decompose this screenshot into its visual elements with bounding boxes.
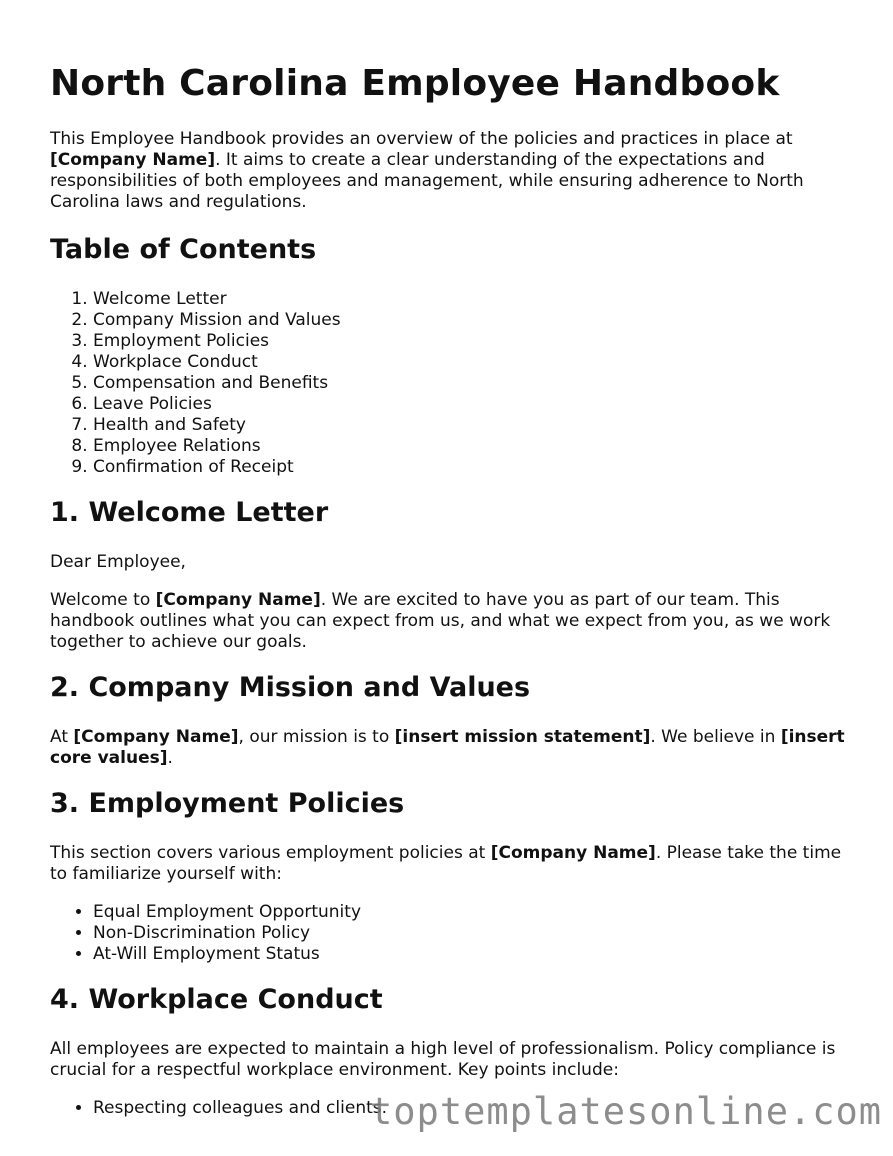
toc-list bbox=[50, 289, 850, 478]
page-title: North Carolina Employee Handbook bbox=[50, 63, 780, 104]
conduct-item-respect: • Respecting colleagues and clients. bbox=[93, 1098, 850, 1119]
intro-paragraph: This Employee Handbook provides an overview of the policies and practices in place at [Company Name]. It aims to create a clear understanding of the expectations and responsibilities of both employees and management, while ensuring adherence to North Carolina laws and regulations. bbox=[50, 129, 804, 212]
toc-item-mission-values: 2. Company Mission and Values bbox=[93, 310, 850, 331]
company-placeholder: [Company Name] bbox=[155, 590, 321, 610]
toc-item-confirmation-receipt: 9. Confirmation of Receipt bbox=[93, 457, 850, 478]
company-placeholder: [Company Name] bbox=[490, 843, 656, 863]
policy-item-non-discrimination: • Non-Discrimination Policy bbox=[93, 923, 850, 944]
toc-item-workplace-conduct: 4. Workplace Conduct bbox=[93, 352, 850, 373]
employment-policy-list bbox=[50, 902, 850, 965]
welcome-heading: 1. Welcome Letter bbox=[50, 497, 329, 528]
watermark-text: toptemplatesonline.com bbox=[370, 1090, 883, 1133]
policy-item-eeo: • Equal Employment Opportunity bbox=[93, 902, 850, 923]
toc-heading: Table of Contents bbox=[50, 234, 317, 265]
mission-heading: 2. Company Mission and Values bbox=[50, 672, 531, 703]
toc-item-leave-policies: 6. Leave Policies bbox=[93, 394, 850, 415]
conduct-paragraph: All employees are expected to maintain a high level of professionalism. Policy compliance is crucial for a respectful workplace environment. Key points include: bbox=[50, 1039, 836, 1080]
conduct-heading: 4. Workplace Conduct bbox=[50, 984, 383, 1015]
toc-item-welcome-letter: 1. Welcome Letter bbox=[93, 289, 850, 310]
toc-item-employment-policies: 3. Employment Policies bbox=[93, 331, 850, 352]
toc-item-health-safety: 7. Health and Safety bbox=[93, 415, 850, 436]
employment-heading: 3. Employment Policies bbox=[50, 788, 405, 819]
welcome-paragraph: Welcome to [Company Name]. We are excited to have you as part of our team. This handbook outlines what you can expect from us, and what we expect from you, as we work together to achieve our goals. bbox=[50, 590, 831, 652]
toc-item-compensation-benefits: 5. Compensation and Benefits bbox=[93, 373, 850, 394]
toc-item-employee-relations: 8. Employee Relations bbox=[93, 436, 850, 457]
company-placeholder: [Company Name] bbox=[50, 150, 216, 170]
mission-statement-placeholder: [insert mission statement] bbox=[394, 727, 651, 747]
policy-item-at-will: • At-Will Employment Status bbox=[93, 944, 850, 965]
document-page bbox=[50, 62, 850, 1119]
welcome-greeting: Dear Employee, bbox=[50, 552, 186, 572]
mission-paragraph: At [Company Name], our mission is to [insert mission statement]. We believe in [insert core values]. bbox=[50, 727, 845, 768]
employment-paragraph: This section covers various employment policies at [Company Name]. Please take the time to familiarize yourself with: bbox=[50, 843, 842, 884]
core-values-placeholder: [insert core values] bbox=[50, 727, 845, 768]
company-placeholder: [Company Name] bbox=[73, 727, 239, 747]
